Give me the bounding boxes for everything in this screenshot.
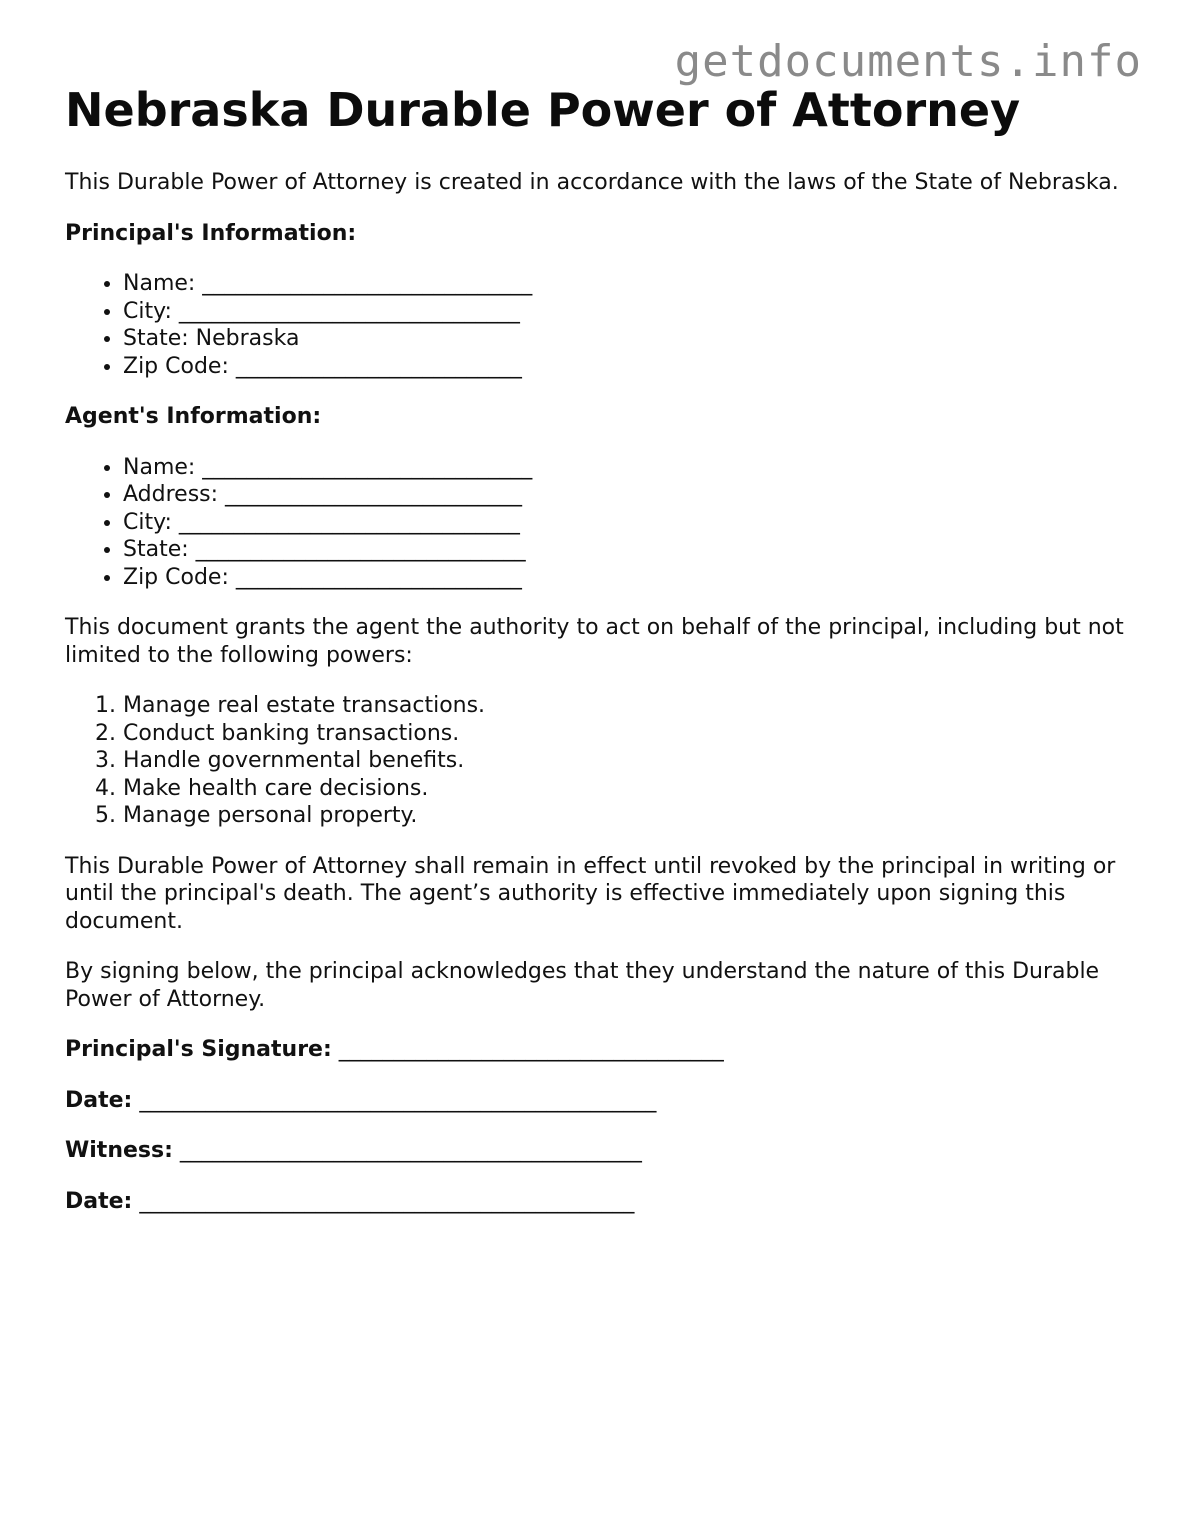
principal-name-field: • Name: ______________________________ — [123, 270, 1125, 298]
principal-date-label: Date: — [65, 1087, 133, 1113]
power-item: 3. Handle governmental benefits. — [123, 747, 1125, 775]
principal-signature-blank: ___________________________________ — [338, 1037, 724, 1062]
principal-date-blank: _______________________________________________ — [139, 1087, 657, 1113]
agent-state-field: • State: ______________________________ — [123, 536, 1125, 564]
principal-fields-list — [65, 270, 1125, 380]
acknowledge-paragraph: By signing below, the principal acknowledges that they understand the nature of this Durable Power of Attorney. — [65, 959, 1100, 1012]
power-item: 4. Make health care decisions. — [123, 775, 1125, 803]
power-item: 1. Manage real estate transactions. — [123, 692, 1125, 720]
watermark-text: getdocuments.info — [674, 36, 1142, 87]
principal-signature-label: Principal's Signature: — [65, 1037, 332, 1062]
agent-name-field: • Name: ______________________________ — [123, 454, 1125, 482]
witness-line — [65, 1137, 1125, 1165]
principal-zip-field: • Zip Code: __________________________ — [123, 353, 1125, 381]
power-item: 5. Manage personal property. — [123, 802, 1125, 830]
witness-date-label: Date: — [65, 1188, 133, 1214]
agent-city-field: • City: _______________________________ — [123, 509, 1125, 537]
principal-date-line — [65, 1087, 1125, 1115]
duration-paragraph: This Durable Power of Attorney shall remain in effect until revoked by the principal in writing or until the principal's death. The agent’s authority is effective immediately upon signing this document. — [65, 853, 1116, 934]
grant-paragraph: This document grants the agent the authority to act on behalf of the principal, including but not limited to the following powers: — [65, 615, 1124, 668]
power-item: 2. Conduct banking transactions. — [123, 720, 1125, 748]
principal-heading: Principal's Information: — [65, 220, 357, 246]
witness-date-blank: _____________________________________________ — [139, 1188, 635, 1214]
agent-zip-field: • Zip Code: __________________________ — [123, 564, 1125, 592]
powers-list — [65, 692, 1125, 830]
document-page — [65, 80, 1125, 1238]
agent-heading: Agent's Information: — [65, 404, 322, 429]
intro-paragraph: This Durable Power of Attorney is created in accordance with the laws of the State of Nebraska. — [65, 170, 1119, 195]
witness-label: Witness: — [65, 1138, 173, 1163]
agent-fields-list — [65, 454, 1125, 592]
witness-blank: __________________________________________ — [179, 1138, 642, 1163]
witness-date-line — [65, 1188, 1125, 1216]
agent-address-field: • Address: ___________________________ — [123, 481, 1125, 509]
principal-signature-line — [65, 1036, 1125, 1064]
document-title: Nebraska Durable Power of Attorney — [65, 83, 1021, 137]
principal-state-field: • State: Nebraska — [123, 325, 1125, 353]
principal-city-field: • City: _______________________________ — [123, 298, 1125, 326]
